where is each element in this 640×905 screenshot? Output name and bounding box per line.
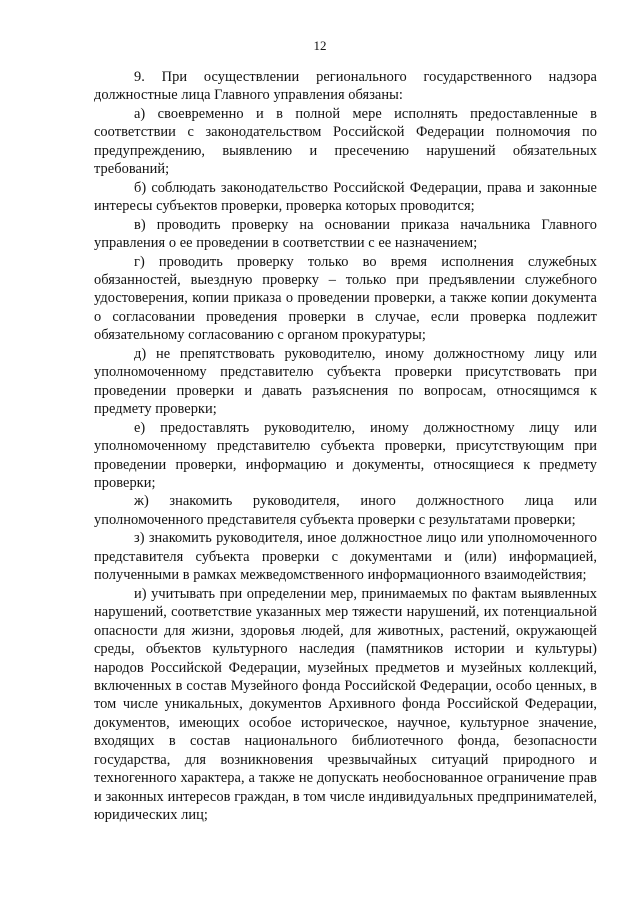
paragraph-intro: 9. При осуществлении регионального государственного надзора должностные лица Главного управления обязаны:: [94, 69, 597, 104]
paragraph-item-d: д) не препятствовать руководителю, иному должностному лицу или уполномоченному представителю субъекта проверки присутствовать при проведении проверки и давать разъяснения по вопросам, относящимся к предмету проверки;: [94, 345, 597, 418]
paragraph-item-a: а) своевременно и в полной мере исполнять предоставленные в соответствии с законодательством Российской Федерации полномочия по предупреждению, выявлению и пресечению нарушений обязательных требований;: [94, 105, 597, 178]
paragraph-item-i: и) учитывать при определении мер, принимаемых по фактам выявленных нарушений, соответствие указанных мер тяжести нарушений, их потенциальной опасности для жизни, здоровья людей, для животных, растений, окружающей среды, объектов культурного наследия (памятников истории и культуры) народов Российской Федерации, музейных предметов и музейных коллекций, включенных в состав Музейного фонда Российской Федерации, особо ценных, в том числе уникальных, документов Архивного фонда Российской Федерации, документов, имеющих особое историческое, научное, культурное значение, входящих в состав национального библиотечного фонда, безопасности государства, для возникновения чрезвычайных ситуаций природного и техногенного характера, а также не допускать необоснованное ограничение прав и законных интересов граждан, в том числе индивидуальных предпринимателей, юридических лиц;: [94, 585, 597, 824]
paragraph-item-b: б) соблюдать законодательство Российской Федерации, права и законные интересы субъектов проверки, проверка которых проводится;: [94, 179, 597, 215]
page-number: 12: [313, 38, 327, 53]
document-body: [94, 68, 597, 825]
paragraph-item-v: в) проводить проверку на основании приказа начальника Главного управления о ее проведении в соответствии с ее назначением;: [94, 216, 597, 252]
paragraph-item-z: з) знакомить руководителя, иное должностное лицо или уполномоченного представителя субъекта проверки с документами и (или) информацией, полученными в рамках межведомственного информационного взаимодействия;: [94, 530, 597, 584]
paragraph-item-e: е) предоставлять руководителю, иному должностному лицу или уполномоченному представителю субъекта проверки, присутствующим при проведении проверки, информацию и документы, относящиеся к предмету проверки;: [94, 419, 597, 491]
paragraph-item-zh: ж) знакомить руководителя, иного должностного лица или уполномоченного представителя субъекта проверки с результатами проверки;: [94, 493, 597, 528]
paragraph-item-g: г) проводить проверку только во время исполнения служебных обязанностей, выездную проверку – только при предъявлении служебного удостоверения, копии приказа о проведении проверки, а также копии документа о согласовании проведения проверки в случае, если проверка подлежит обязательному согласованию с органом прокуратуры;: [94, 253, 597, 344]
